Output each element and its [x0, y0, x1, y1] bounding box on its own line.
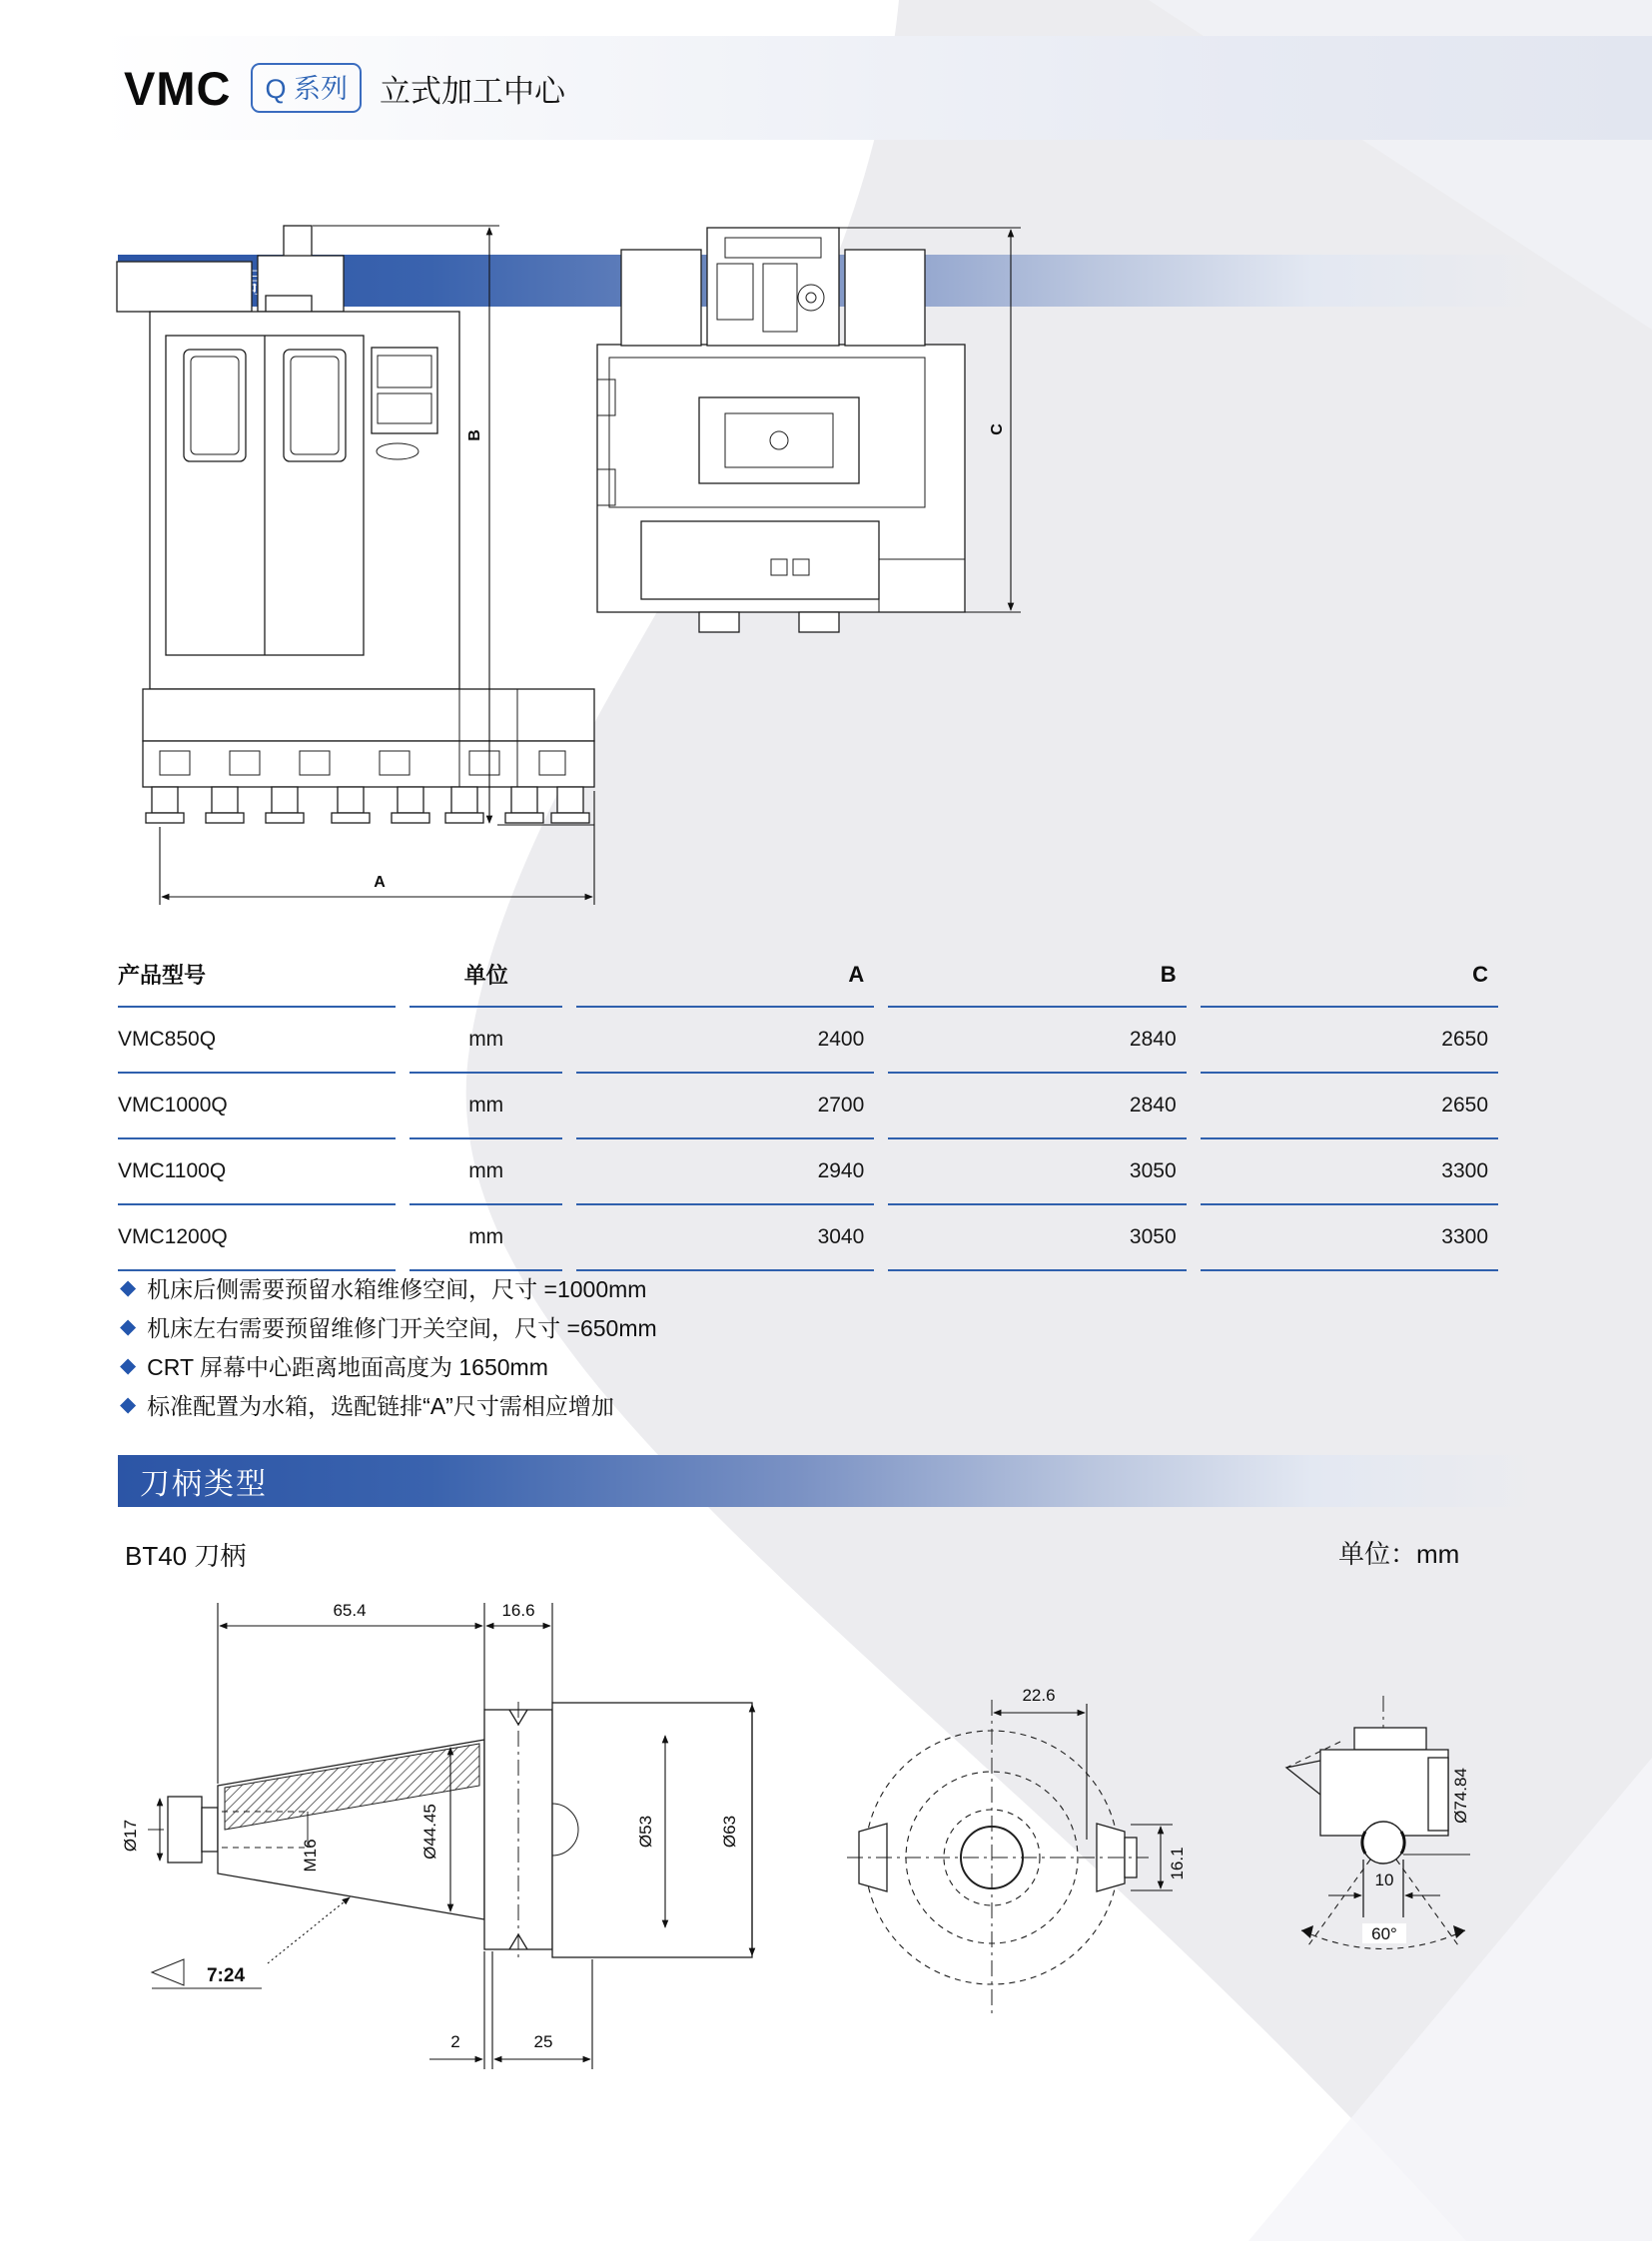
cell-unit: mm [410, 1139, 561, 1205]
section-heading-toolholder: 刀柄类型 [140, 1468, 268, 1501]
col-header-b: B [888, 947, 1186, 1008]
dim-groove-w: 2 [450, 2032, 460, 2051]
list-item [120, 1268, 657, 1307]
diamond-bullet-icon: ◆ [120, 1393, 137, 1416]
cell-b: 3050 [888, 1139, 1186, 1205]
diamond-bullet-icon: ◆ [120, 1354, 137, 1377]
cell-unit: mm [410, 1074, 561, 1139]
page-title: 立式加工中心 [379, 73, 565, 109]
bt40-front-view-drawing [847, 1686, 1187, 2015]
machine-feet [146, 787, 589, 823]
diamond-bullet-icon: ◆ [120, 1276, 137, 1299]
machine-front-view-drawing [117, 226, 594, 905]
spec-table-header-row [118, 947, 1498, 1008]
section-banner-toolholder [118, 1455, 1540, 1507]
cell-b: 3050 [888, 1205, 1186, 1271]
dim-taper-d: Ø44.45 [420, 1804, 439, 1860]
dim-body-len: 25 [533, 2032, 553, 2051]
table-row [118, 1139, 1498, 1205]
cell-b: 2840 [888, 1008, 1186, 1074]
col-header-c: C [1201, 947, 1498, 1008]
cell-c: 2650 [1201, 1074, 1498, 1139]
table-row [118, 1074, 1498, 1139]
dim-key-offset: 22.6 [1022, 1686, 1056, 1705]
cell-a: 3040 [576, 1205, 874, 1271]
dim-label-C: C [989, 423, 1006, 435]
dim-taper-length: 65.4 [333, 1601, 367, 1620]
cell-a: 2400 [576, 1008, 874, 1074]
dim-groove-d: Ø53 [636, 1815, 655, 1849]
list-item [120, 1385, 657, 1424]
dim-keyway-width: 10 [1374, 1870, 1394, 1889]
cell-c: 3300 [1201, 1139, 1498, 1205]
dim-keyway-angle: 60° [1371, 1924, 1397, 1943]
dim-flange-d: Ø63 [720, 1815, 739, 1849]
unit-note: 单位：mm [1338, 1539, 1460, 1569]
dim-key-width: 16.1 [1168, 1847, 1187, 1880]
cell-model: VMC850Q [118, 1008, 396, 1074]
cell-model: VMC1000Q [118, 1074, 396, 1139]
bt40-side-view-drawing [121, 1601, 752, 2069]
col-header-model: 产品型号 [118, 947, 396, 1008]
list-item [120, 1346, 657, 1385]
cell-c: 3300 [1201, 1205, 1498, 1271]
taper-ratio-label: 7:24 [206, 1965, 246, 1986]
cell-model: VMC1200Q [118, 1205, 396, 1271]
toolholder-type-label: BT40 刀柄 [125, 1541, 247, 1571]
note-text: 标准配置为水箱，选配链排“A”尺寸需相应增加 [147, 1393, 614, 1419]
table-row [118, 1205, 1498, 1271]
bt40-detail-view-drawing [1286, 1696, 1470, 1949]
col-header-a: A [576, 947, 874, 1008]
series-badge: Q 系列 [251, 63, 362, 113]
list-item [120, 1307, 657, 1346]
diamond-bullet-icon: ◆ [120, 1315, 137, 1338]
table-row [118, 1008, 1498, 1074]
brand-title: VMC [124, 61, 232, 115]
dim-thread: M16 [301, 1839, 320, 1872]
cell-c: 2650 [1201, 1008, 1498, 1074]
dim-pull-stud-d: Ø17 [121, 1819, 140, 1853]
cell-unit: mm [410, 1008, 561, 1074]
dim-flange-width: 16.6 [501, 1601, 535, 1620]
cell-b: 2840 [888, 1074, 1186, 1139]
note-text: 机床左右需要预留维修门开关空间，尺寸 =650mm [147, 1315, 657, 1341]
dim-key-circle-d: Ø74.84 [1451, 1768, 1470, 1824]
spec-table [104, 947, 1512, 1271]
cell-a: 2700 [576, 1074, 874, 1139]
note-text: CRT 屏幕中心距离地面高度为 1650mm [147, 1354, 548, 1380]
cell-model: VMC1100Q [118, 1139, 396, 1205]
cell-a: 2940 [576, 1139, 874, 1205]
notes-list [120, 1268, 657, 1424]
dim-label-A: A [374, 874, 386, 891]
col-header-unit: 单位 [410, 947, 561, 1008]
dim-label-B: B [466, 429, 483, 441]
machine-top-view-drawing [597, 228, 1021, 632]
note-text: 机床后侧需要预留水箱维修空间，尺寸 =1000mm [147, 1276, 647, 1302]
cell-unit: mm [410, 1205, 561, 1271]
